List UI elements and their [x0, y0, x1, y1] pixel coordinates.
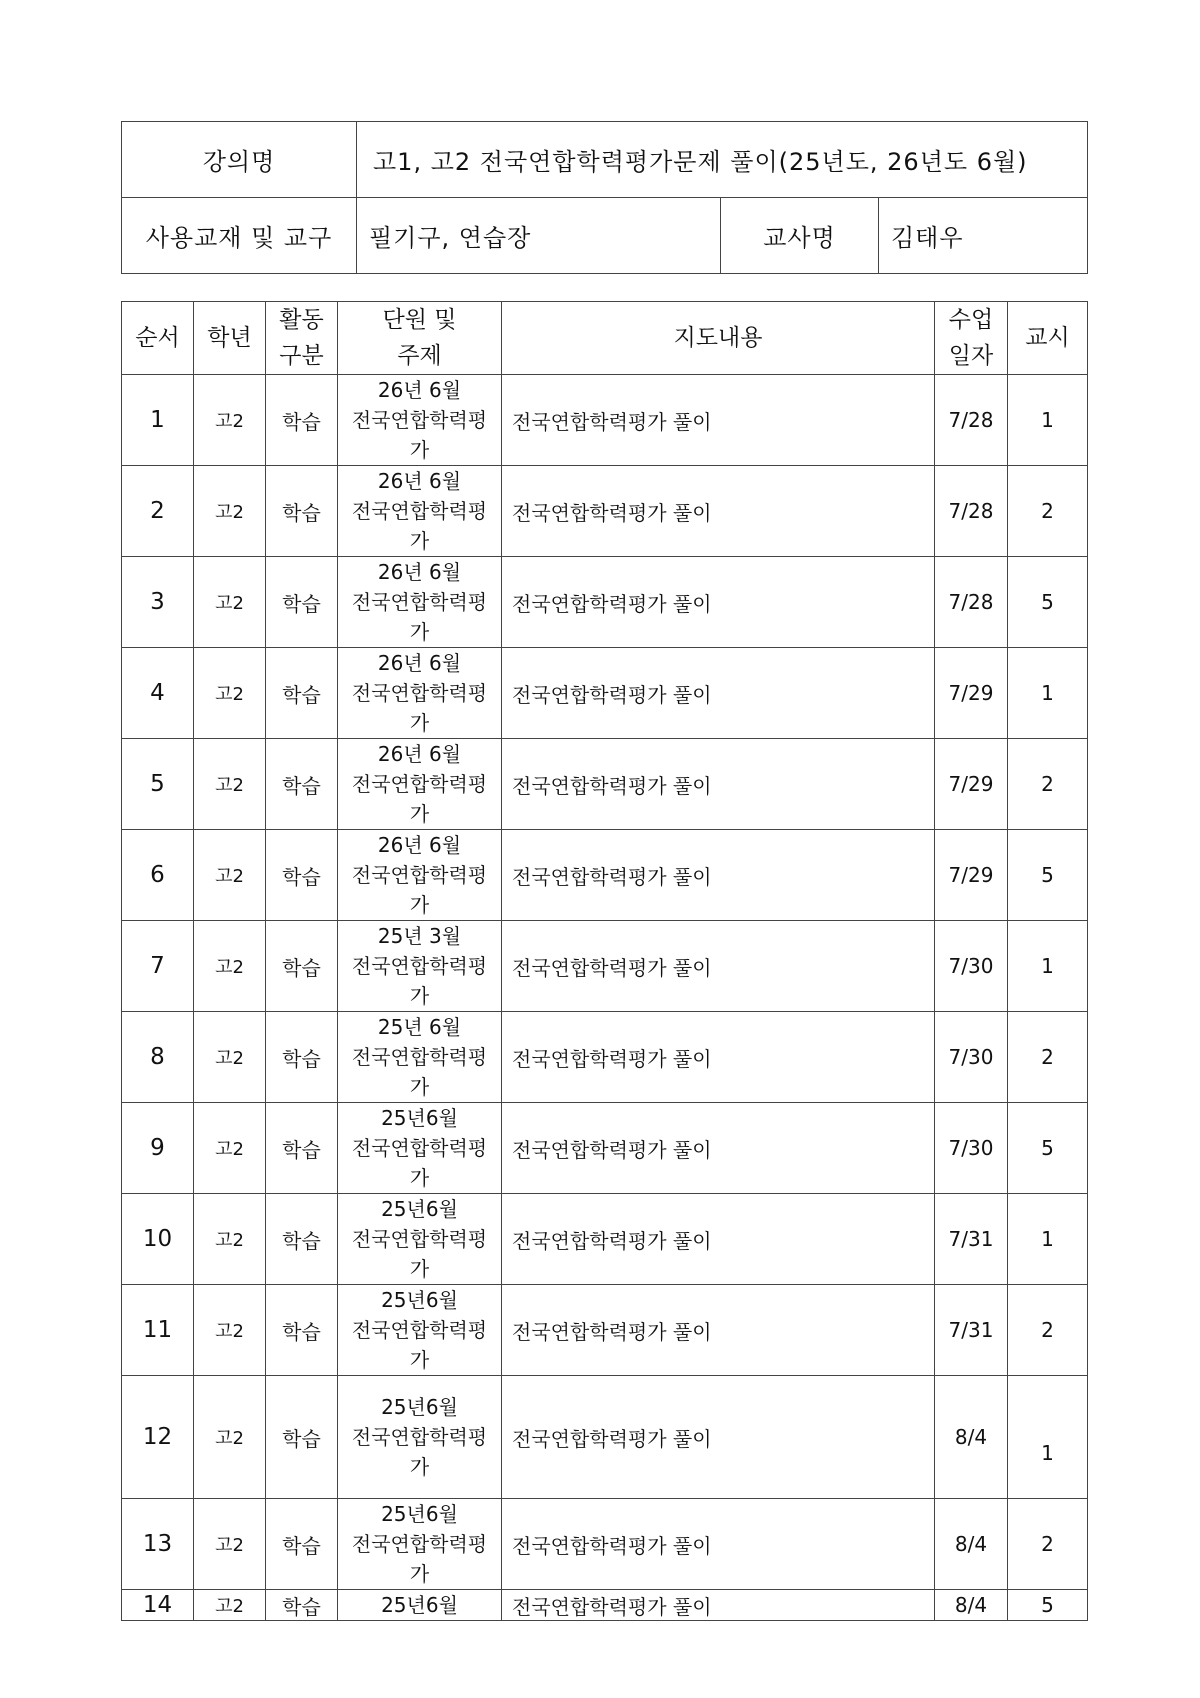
cell-grade: 고2 — [194, 1103, 266, 1194]
materials-label: 사용교재 및 교구 — [122, 198, 357, 274]
cell-kind: 학습 — [266, 466, 338, 557]
unit-line: 전국연합학력평 — [351, 1532, 488, 1556]
unit-line: 26년 6월 — [377, 378, 462, 402]
header-period: 교시 — [1008, 302, 1088, 375]
cell-period: 5 — [1008, 830, 1088, 921]
cell-grade: 고2 — [194, 921, 266, 1012]
table-row — [122, 739, 1088, 830]
header-date-line1: 수업 — [948, 307, 994, 333]
header-kind-line1: 활동 — [279, 307, 324, 333]
cell-date: 7/29 — [935, 648, 1008, 739]
cell-unit — [338, 739, 502, 830]
unit-line: 25년6월 — [381, 1197, 458, 1221]
cell-date: 7/30 — [935, 1103, 1008, 1194]
unit-line: 26년 6월 — [377, 469, 462, 493]
cell-content: 전국연합학력평가 풀이 — [502, 557, 935, 648]
unit-line: 전국연합학력평 — [351, 1227, 488, 1251]
cell-seq: 5 — [122, 739, 194, 830]
cell-unit — [338, 557, 502, 648]
unit-line: 26년 6월 — [377, 833, 462, 857]
cell-date: 8/4 — [935, 1590, 1008, 1621]
unit-line: 전국연합학력평 — [351, 499, 488, 523]
header-date-line2: 일자 — [948, 343, 994, 369]
cell-kind: 학습 — [266, 1499, 338, 1590]
unit-line: 25년 3월 — [377, 924, 462, 948]
teacher-value: 김태우 — [879, 198, 1088, 274]
cell-date: 7/31 — [935, 1285, 1008, 1376]
cell-kind: 학습 — [266, 830, 338, 921]
cell-period: 1 — [1008, 1194, 1088, 1285]
unit-line: 전국연합학력평 — [351, 408, 488, 432]
unit-line: 가 — [409, 711, 430, 735]
course-label: 강의명 — [122, 122, 357, 198]
unit-line: 25년6월 — [381, 1288, 458, 1312]
cell-period: 1 — [1008, 648, 1088, 739]
cell-date: 8/4 — [935, 1499, 1008, 1590]
cell-seq: 7 — [122, 921, 194, 1012]
cell-content: 전국연합학력평가 풀이 — [502, 1376, 935, 1499]
unit-line: 25년6월 — [381, 1593, 458, 1617]
cell-period: 2 — [1008, 466, 1088, 557]
unit-line: 전국연합학력평 — [351, 681, 488, 705]
unit-line: 25년 6월 — [377, 1015, 462, 1039]
cell-period: 1 — [1008, 375, 1088, 466]
table-row — [122, 1194, 1088, 1285]
table-row — [122, 921, 1088, 1012]
cell-grade: 고2 — [194, 1285, 266, 1376]
cell-unit — [338, 466, 502, 557]
cell-date: 7/31 — [935, 1194, 1008, 1285]
cell-seq: 2 — [122, 466, 194, 557]
cell-period: 5 — [1008, 1103, 1088, 1194]
unit-line: 가 — [409, 620, 430, 644]
cell-unit — [338, 830, 502, 921]
unit-line: 26년 6월 — [377, 560, 462, 584]
cell-period: 2 — [1008, 1285, 1088, 1376]
unit-line: 가 — [409, 1166, 430, 1190]
cell-kind: 학습 — [266, 1012, 338, 1103]
unit-line: 전국연합학력평 — [351, 863, 488, 887]
cell-period: 2 — [1008, 739, 1088, 830]
cell-kind: 학습 — [266, 375, 338, 466]
cell-date: 7/30 — [935, 1012, 1008, 1103]
schedule-rows — [122, 375, 1088, 1621]
cell-period: 1 — [1008, 921, 1088, 1012]
header-unit-line2: 주제 — [397, 343, 442, 369]
cell-date: 7/28 — [935, 466, 1008, 557]
cell-date: 7/28 — [935, 375, 1008, 466]
cell-kind: 학습 — [266, 1590, 338, 1621]
cell-period: 2 — [1008, 1499, 1088, 1590]
unit-line: 가 — [409, 529, 430, 553]
cell-unit — [338, 1285, 502, 1376]
unit-line: 가 — [409, 1257, 430, 1281]
cell-seq: 14 — [122, 1590, 194, 1621]
header-kind — [266, 302, 338, 375]
cell-content: 전국연합학력평가 풀이 — [502, 466, 935, 557]
cell-content: 전국연합학력평가 풀이 — [502, 1194, 935, 1285]
cell-grade: 고2 — [194, 375, 266, 466]
teacher-label: 교사명 — [721, 198, 879, 274]
cell-unit — [338, 1012, 502, 1103]
cell-seq: 6 — [122, 830, 194, 921]
cell-date: 7/30 — [935, 921, 1008, 1012]
cell-content: 전국연합학력평가 풀이 — [502, 1012, 935, 1103]
unit-line: 전국연합학력평 — [351, 1136, 488, 1160]
materials-value: 필기구, 연습장 — [357, 198, 721, 274]
header-kind-line2: 구분 — [279, 343, 324, 369]
unit-line: 가 — [409, 1562, 430, 1586]
unit-line: 가 — [409, 1075, 430, 1099]
cell-seq: 3 — [122, 557, 194, 648]
cell-kind: 학습 — [266, 921, 338, 1012]
cell-kind: 학습 — [266, 739, 338, 830]
unit-line: 25년6월 — [381, 1395, 458, 1419]
course-value: 고1, 고2 전국연합학력평가문제 풀이(25년도, 26년도 6월) — [357, 122, 1088, 198]
cell-content: 전국연합학력평가 풀이 — [502, 1590, 935, 1621]
unit-line: 전국연합학력평 — [351, 1045, 488, 1069]
table-row — [122, 648, 1088, 739]
cell-seq: 9 — [122, 1103, 194, 1194]
cell-date: 8/4 — [935, 1376, 1008, 1499]
cell-content: 전국연합학력평가 풀이 — [502, 1103, 935, 1194]
cell-period: 1 — [1008, 1376, 1088, 1499]
cell-period: 5 — [1008, 557, 1088, 648]
unit-line: 26년 6월 — [377, 742, 462, 766]
cell-date: 7/29 — [935, 830, 1008, 921]
schedule-table — [121, 301, 1088, 1621]
unit-line: 25년6월 — [381, 1106, 458, 1130]
unit-line: 전국연합학력평 — [351, 954, 488, 978]
cell-kind: 학습 — [266, 1194, 338, 1285]
cell-content: 전국연합학력평가 풀이 — [502, 375, 935, 466]
cell-date: 7/28 — [935, 557, 1008, 648]
header-row — [122, 302, 1088, 375]
cell-period: 5 — [1008, 1590, 1088, 1621]
header-unit — [338, 302, 502, 375]
table-row — [122, 466, 1088, 557]
table-row — [122, 1012, 1088, 1103]
cell-content: 전국연합학력평가 풀이 — [502, 1499, 935, 1590]
cell-unit — [338, 1376, 502, 1499]
materials-row — [122, 198, 1088, 274]
cell-period: 2 — [1008, 1012, 1088, 1103]
course-info-table — [121, 121, 1088, 274]
unit-line: 가 — [409, 438, 430, 462]
cell-kind: 학습 — [266, 1376, 338, 1499]
table-row — [122, 375, 1088, 466]
header-seq: 순서 — [122, 302, 194, 375]
unit-line: 가 — [409, 802, 430, 826]
unit-line: 가 — [409, 1455, 430, 1479]
cell-unit — [338, 375, 502, 466]
course-row — [122, 122, 1088, 198]
cell-seq: 4 — [122, 648, 194, 739]
unit-line: 가 — [409, 1348, 430, 1372]
cell-seq: 10 — [122, 1194, 194, 1285]
unit-line: 전국연합학력평 — [351, 1318, 488, 1342]
cell-seq: 13 — [122, 1499, 194, 1590]
cell-unit — [338, 648, 502, 739]
table-row — [122, 557, 1088, 648]
cell-kind: 학습 — [266, 1103, 338, 1194]
table-row — [122, 1499, 1088, 1590]
cell-seq: 8 — [122, 1012, 194, 1103]
unit-line: 26년 6월 — [377, 651, 462, 675]
cell-kind: 학습 — [266, 557, 338, 648]
cell-unit — [338, 1499, 502, 1590]
cell-grade: 고2 — [194, 1376, 266, 1499]
cell-kind: 학습 — [266, 1285, 338, 1376]
cell-date: 7/29 — [935, 739, 1008, 830]
unit-line: 가 — [409, 984, 430, 1008]
table-row — [122, 1376, 1088, 1499]
header-content: 지도내용 — [502, 302, 935, 375]
cell-grade: 고2 — [194, 466, 266, 557]
table-row — [122, 1103, 1088, 1194]
unit-line: 전국연합학력평 — [351, 772, 488, 796]
table-row — [122, 1285, 1088, 1376]
table-row — [122, 830, 1088, 921]
cell-unit — [338, 1103, 502, 1194]
cell-grade: 고2 — [194, 1012, 266, 1103]
unit-line: 25년6월 — [381, 1502, 458, 1526]
cell-unit — [338, 1194, 502, 1285]
unit-line: 전국연합학력평 — [351, 1425, 488, 1449]
header-grade: 학년 — [194, 302, 266, 375]
cell-content: 전국연합학력평가 풀이 — [502, 830, 935, 921]
cell-grade: 고2 — [194, 557, 266, 648]
cell-seq: 11 — [122, 1285, 194, 1376]
cell-grade: 고2 — [194, 830, 266, 921]
table-row — [122, 1590, 1088, 1621]
cell-unit — [338, 921, 502, 1012]
cell-seq: 12 — [122, 1376, 194, 1499]
cell-content: 전국연합학력평가 풀이 — [502, 1285, 935, 1376]
cell-grade: 고2 — [194, 739, 266, 830]
unit-line: 전국연합학력평 — [351, 590, 488, 614]
cell-content: 전국연합학력평가 풀이 — [502, 648, 935, 739]
cell-grade: 고2 — [194, 1499, 266, 1590]
cell-grade: 고2 — [194, 648, 266, 739]
cell-unit — [338, 1590, 502, 1621]
cell-grade: 고2 — [194, 1194, 266, 1285]
header-date — [935, 302, 1008, 375]
cell-kind: 학습 — [266, 648, 338, 739]
cell-content: 전국연합학력평가 풀이 — [502, 921, 935, 1012]
header-unit-line1: 단원 및 — [382, 307, 457, 333]
cell-seq: 1 — [122, 375, 194, 466]
cell-grade: 고2 — [194, 1590, 266, 1621]
unit-line: 가 — [409, 893, 430, 917]
cell-content: 전국연합학력평가 풀이 — [502, 739, 935, 830]
